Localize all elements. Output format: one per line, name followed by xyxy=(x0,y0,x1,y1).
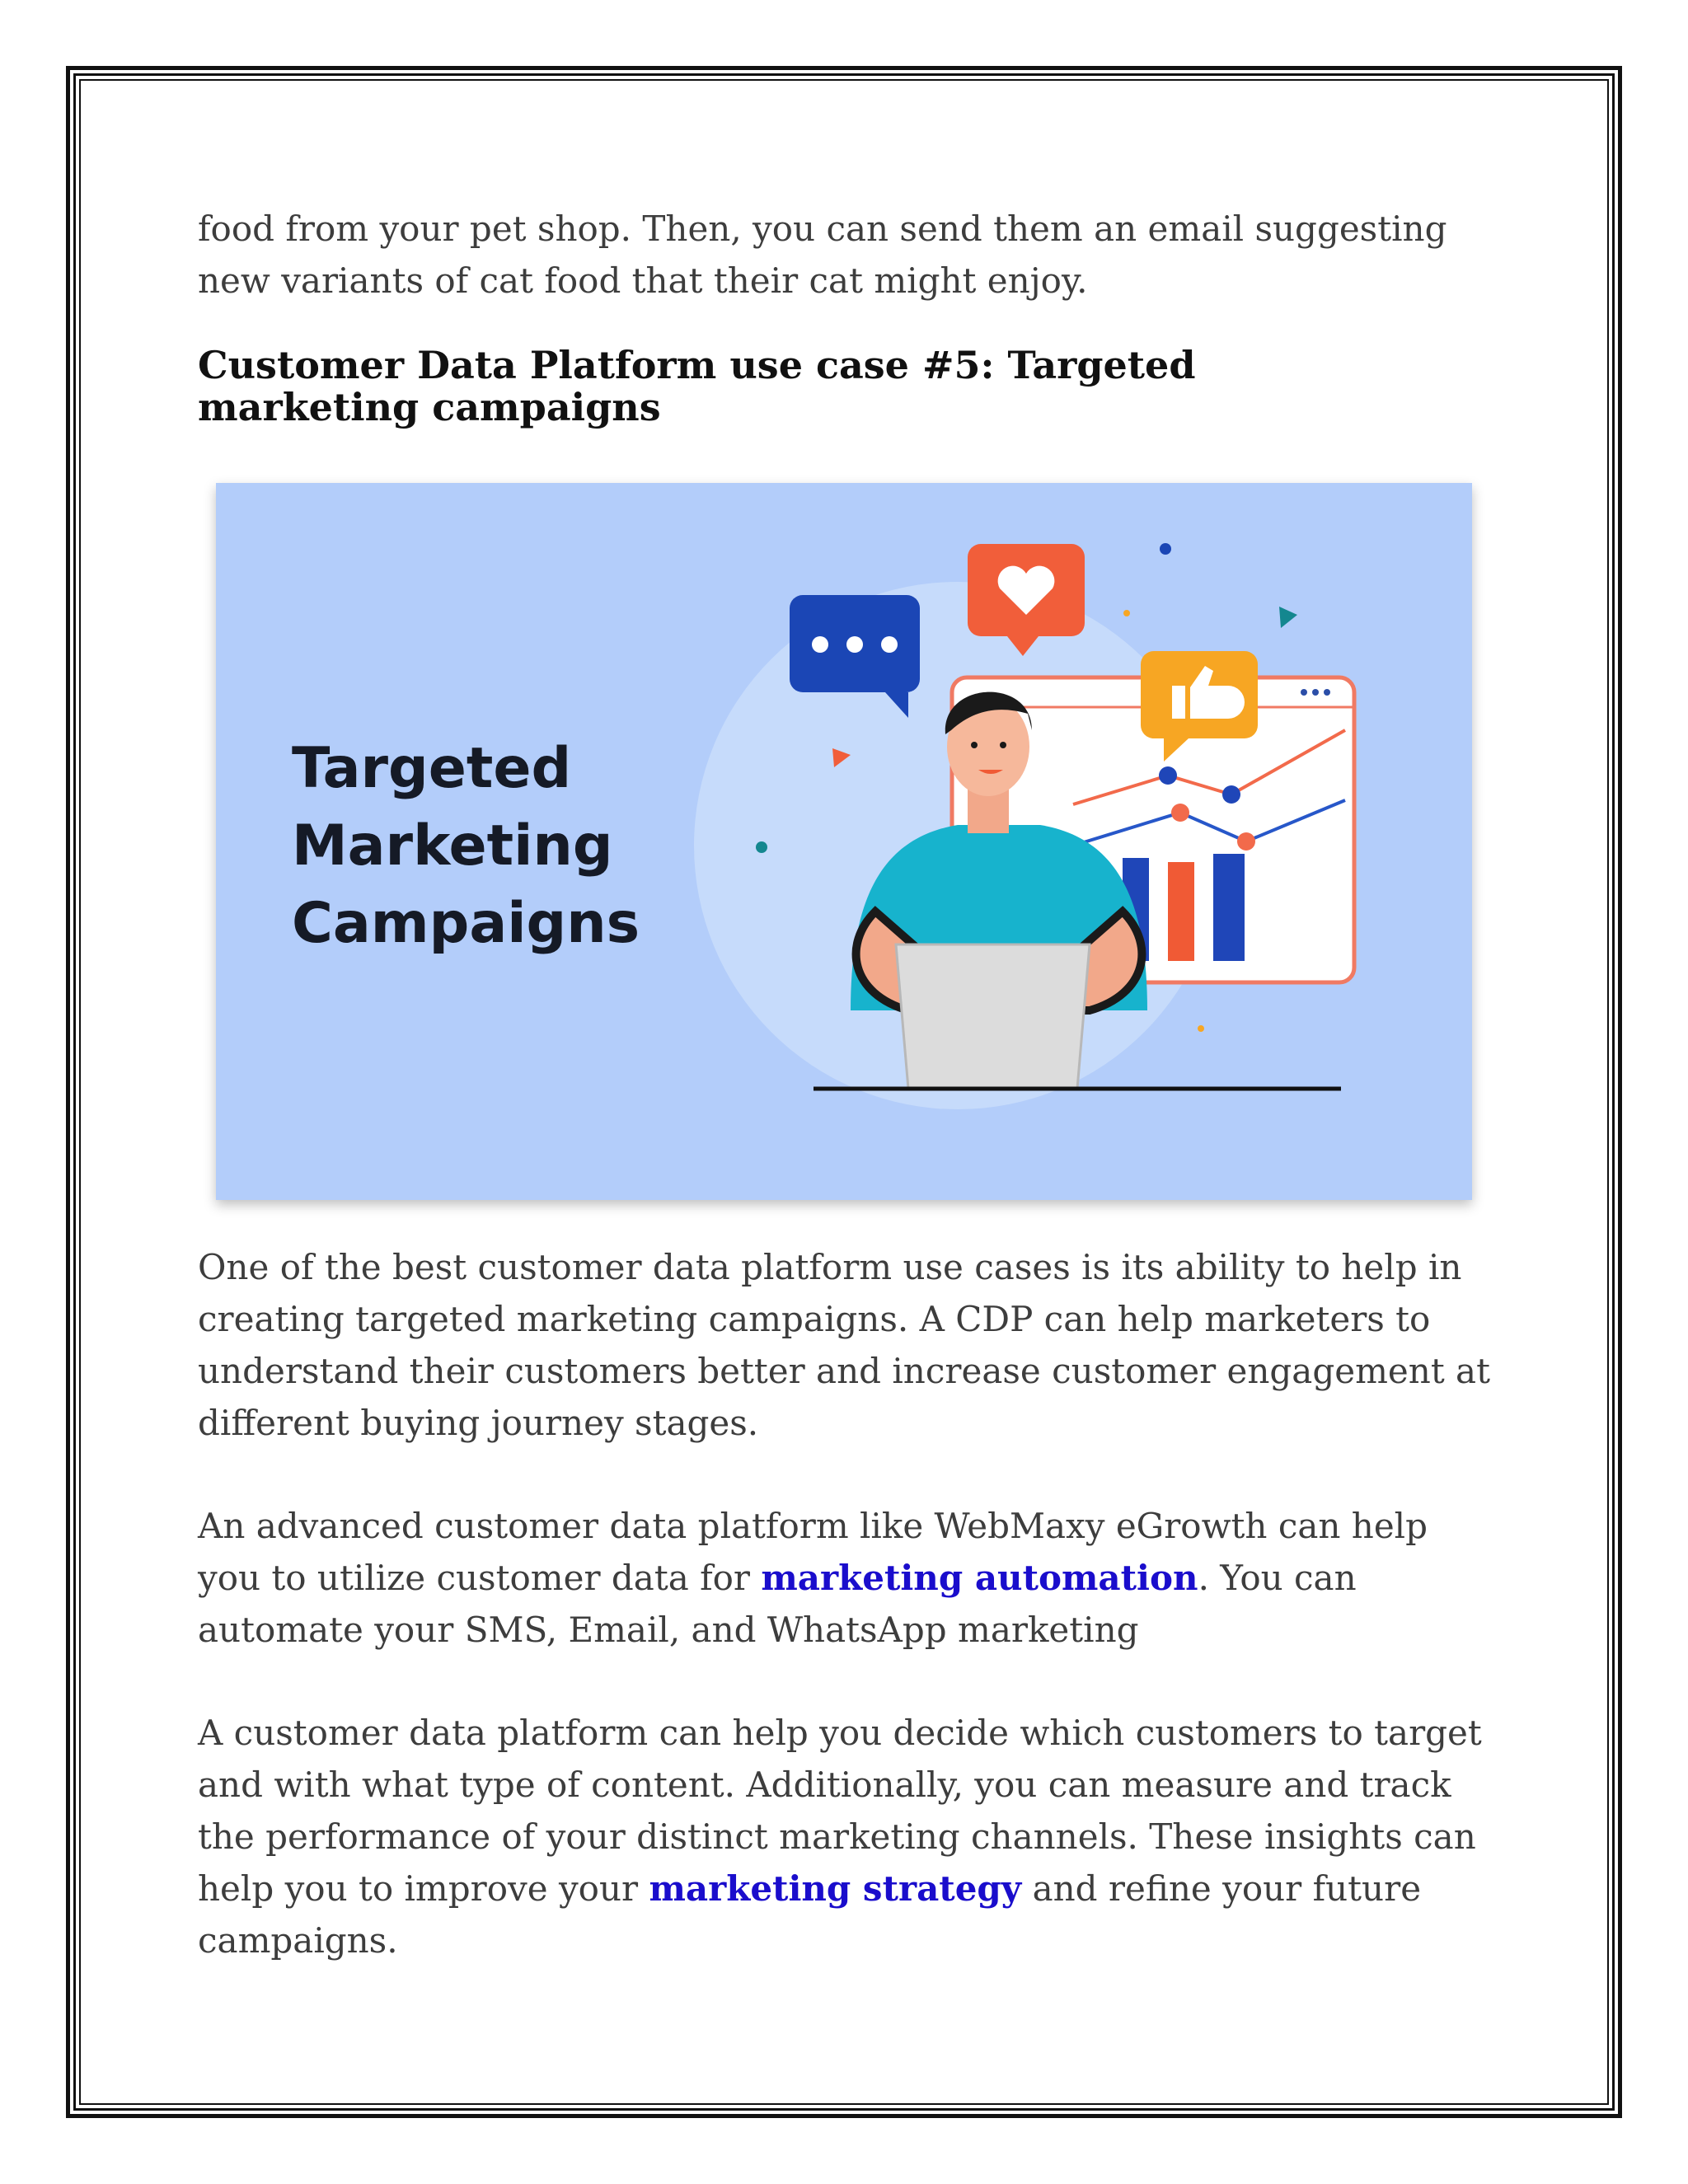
document-content xyxy=(198,203,1500,429)
decor-triangle xyxy=(1279,607,1297,628)
paragraph-two xyxy=(198,1500,1500,1656)
marketing-strategy-link[interactable]: marketing strategy xyxy=(649,1868,1022,1909)
paragraph-three xyxy=(198,1707,1500,1966)
decor-dot xyxy=(1160,543,1171,555)
decor-dot xyxy=(1198,1025,1204,1032)
paragraph-three-text-end: and refine your future campaigns. xyxy=(198,1868,1422,1961)
paragraph-two-text-end: . You can automate your SMS, Email, and WhatsApp marketing xyxy=(198,1558,1357,1650)
decor-dot xyxy=(1123,610,1130,616)
paragraph-three-text: A customer data platform can help you decide which customers to target and with what type of content. Additionally, you can measure and track the performance of your distinct marketing channels. These insights can help you to improve your xyxy=(198,1713,1482,1909)
decor-dot xyxy=(756,841,767,853)
targeted-marketing-illustration xyxy=(216,483,1472,1200)
marketing-automation-link[interactable]: marketing automation xyxy=(761,1558,1198,1598)
intro-paragraph: food from your pet shop. Then, you can send them an email suggesting new variants of cat food that their cat might enjoy. xyxy=(198,209,1447,301)
illustration-title: Targeted Marketing Campaigns xyxy=(292,736,640,956)
document-content-lower xyxy=(198,1241,1500,1966)
section-heading: Customer Data Platform use case #5: Targeted marketing campaigns xyxy=(198,343,1196,429)
paragraph-one: One of the best customer data platform use cases is its ability to help in creating targeted marketing campaigns. A CDP can help marketers to understand their customers better and increase customer engagement at different buying journey stages. xyxy=(198,1247,1490,1443)
paragraph-two-text: An advanced customer data platform like WebMaxy eGrowth can help you to utilize customer data for xyxy=(198,1506,1428,1598)
